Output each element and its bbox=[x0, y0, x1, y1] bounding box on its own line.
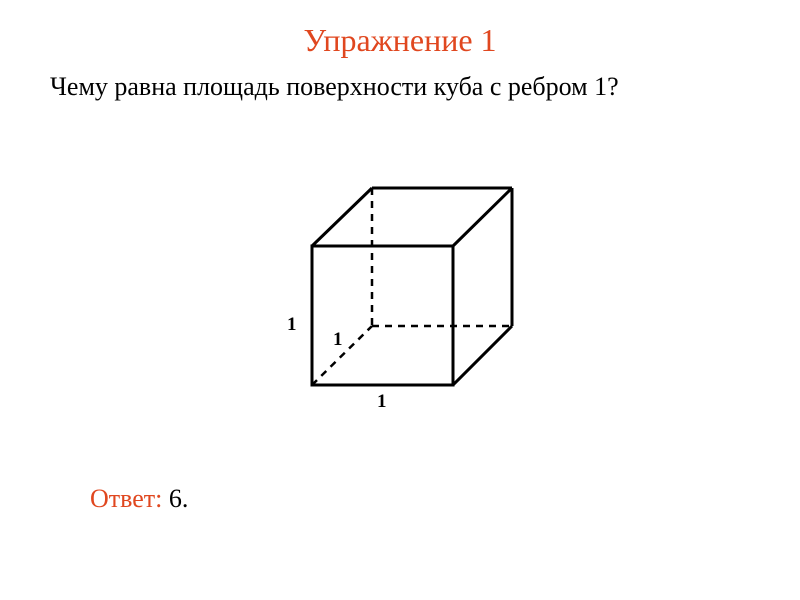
slide-title: Упражнение 1 bbox=[303, 22, 497, 58]
question-text: Чему равна площадь поверхности куба с ребром 1? bbox=[50, 72, 619, 101]
width-edge-label: 1 bbox=[377, 391, 387, 412]
edge-bottom-right-depth bbox=[453, 326, 512, 385]
height-edge-label: 1 bbox=[287, 314, 297, 335]
answer-value: 6. bbox=[162, 484, 189, 513]
cube-diagram bbox=[270, 170, 550, 420]
depth-edge-label: 1 bbox=[333, 329, 343, 350]
answer-label: Ответ: bbox=[90, 484, 163, 513]
edge-top-right-depth bbox=[453, 188, 512, 246]
edge-top-left-depth bbox=[312, 188, 372, 246]
answer-line bbox=[90, 482, 188, 516]
